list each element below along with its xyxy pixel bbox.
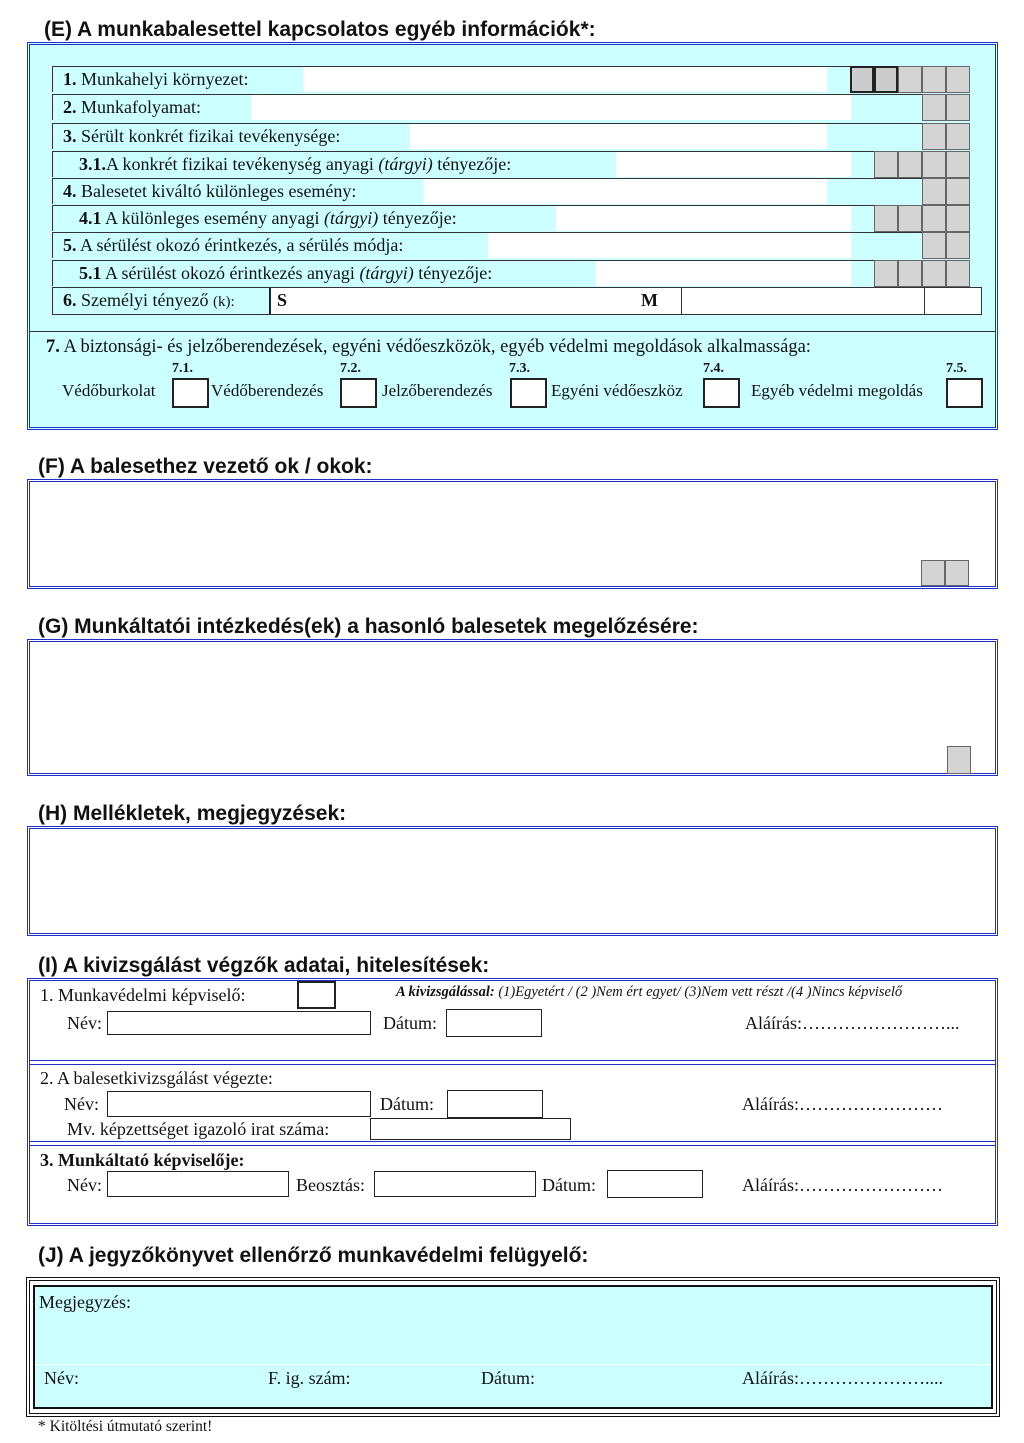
row-label: 2. Munkafolyamat: bbox=[53, 95, 251, 120]
code-cell[interactable] bbox=[947, 746, 971, 774]
row-label: 3. Sérült konkrét fizikai tevékenysége: bbox=[53, 124, 410, 149]
section-j-title: (J) A jegyzőkönyvet ellenőrző munkavédelmi felügyelő: bbox=[38, 1244, 589, 1267]
p2-nev-label: Név: bbox=[64, 1094, 99, 1114]
row-cyan-fill bbox=[827, 124, 923, 149]
checkbox-7-1[interactable] bbox=[172, 378, 209, 408]
p2-mv-field[interactable] bbox=[370, 1118, 571, 1140]
row-6-s-field[interactable] bbox=[269, 288, 564, 314]
section-j-box[interactable] bbox=[33, 1285, 993, 1409]
code-cell[interactable] bbox=[874, 205, 898, 232]
row-6-label: 6. Személyi tényező (k): bbox=[63, 290, 235, 310]
checkbox-7-2[interactable] bbox=[340, 378, 377, 408]
code-cell[interactable] bbox=[874, 260, 898, 287]
p3-nev-label: Név: bbox=[67, 1175, 102, 1195]
row-cyan-fill bbox=[827, 67, 851, 92]
code-cell[interactable] bbox=[898, 205, 922, 232]
row-4.1[interactable] bbox=[52, 205, 922, 231]
j-nev-label: Név: bbox=[44, 1368, 79, 1388]
p1-alairas: Aláírás:……………………... bbox=[745, 1013, 960, 1033]
p1-note: A kivizsgálással: (1)Egyetért / (2 )Nem ért egyet/ (3)Nem vett részt /(4 )Nincs képviselő bbox=[396, 984, 903, 1000]
p3-datum-label: Dátum: bbox=[542, 1175, 596, 1195]
code-cell[interactable] bbox=[946, 178, 970, 205]
p1-nev-field[interactable] bbox=[107, 1011, 371, 1035]
section-f-title: (F) A balesethez vezető ok / okok: bbox=[38, 455, 373, 478]
section-g-title: (G) Munkáltatói intézkedés(ek) a hasonló balesetek megelőzésére: bbox=[38, 615, 699, 638]
checkbox-7-5[interactable] bbox=[946, 378, 983, 408]
row-3.1[interactable] bbox=[52, 151, 922, 177]
row-cyan-fill bbox=[827, 179, 923, 204]
code-7-3: 7.3. bbox=[509, 361, 530, 376]
p2-datum-label: Dátum: bbox=[380, 1094, 434, 1114]
row-1[interactable] bbox=[52, 66, 922, 92]
p3-beosztas-field[interactable] bbox=[374, 1171, 536, 1197]
row-cyan-fill bbox=[851, 206, 875, 231]
row-cyan-fill bbox=[851, 152, 875, 177]
p1-code-box[interactable] bbox=[297, 981, 336, 1009]
row-label: 3.1.A konkrét fizikai tevékenység anyagi (tárgyi) tényezője: bbox=[53, 152, 616, 177]
code-cell[interactable] bbox=[922, 123, 946, 150]
row-6 bbox=[52, 287, 982, 315]
divider bbox=[30, 1060, 995, 1065]
row-6-gap bbox=[561, 288, 682, 314]
label-7-2: Védőberendezés bbox=[211, 381, 324, 400]
p3-datum-field[interactable] bbox=[607, 1170, 703, 1198]
code-cell[interactable] bbox=[946, 94, 970, 121]
m-label: M bbox=[641, 290, 658, 310]
row-cyan-fill bbox=[851, 261, 875, 286]
code-7-2: 7.2. bbox=[340, 361, 361, 376]
p1-datum-field[interactable] bbox=[446, 1009, 542, 1037]
j-alairas: Aláírás:………………….... bbox=[742, 1368, 943, 1388]
code-cell[interactable] bbox=[922, 232, 946, 259]
row-2[interactable] bbox=[52, 94, 922, 120]
row-cyan-fill bbox=[851, 95, 923, 120]
p1-datum-label: Dátum: bbox=[383, 1013, 437, 1033]
p2-alairas: Aláírás:…………………… bbox=[742, 1094, 943, 1114]
row-label: 4.1 A különleges esemény anyagi (tárgyi) tényezője: bbox=[53, 206, 556, 231]
label-7-5: Egyéb védelmi megoldás bbox=[751, 381, 923, 400]
row-4[interactable] bbox=[52, 178, 922, 204]
code-cell[interactable] bbox=[922, 151, 946, 178]
p3-alairas: Aláírás:…………………… bbox=[742, 1175, 943, 1195]
code-cell[interactable] bbox=[922, 205, 946, 232]
section-f-box[interactable] bbox=[27, 479, 998, 589]
checkbox-7-4[interactable] bbox=[703, 378, 740, 408]
code-cell[interactable] bbox=[874, 151, 898, 178]
code-cell[interactable] bbox=[946, 232, 970, 259]
p2-label: 2. A balesetkivizsgálást végezte: bbox=[40, 1068, 273, 1088]
section-i-title: (I) A kivizsgálást végzők adatai, hitelesítések: bbox=[38, 954, 490, 977]
code-cell[interactable] bbox=[922, 260, 946, 287]
code-cell[interactable] bbox=[898, 66, 922, 93]
code-7-1: 7.1. bbox=[172, 361, 193, 376]
divider bbox=[30, 1141, 995, 1146]
code-cell[interactable] bbox=[898, 151, 922, 178]
code-cell[interactable] bbox=[874, 66, 898, 93]
code-cell[interactable] bbox=[921, 560, 945, 586]
code-7-4: 7.4. bbox=[703, 361, 724, 376]
divider bbox=[30, 331, 995, 332]
code-7-5: 7.5. bbox=[946, 361, 967, 376]
label-7-4: Egyéni védőeszköz bbox=[551, 381, 683, 400]
row-label: 1. Munkahelyi környezet: bbox=[53, 67, 303, 92]
row-label: 5.1 A sérülést okozó érintkezés anyagi (tárgyi) tényezője: bbox=[53, 261, 596, 286]
section-g-box[interactable] bbox=[27, 639, 998, 776]
code-cell[interactable] bbox=[945, 560, 969, 586]
checkbox-7-3[interactable] bbox=[510, 378, 547, 408]
code-cell[interactable] bbox=[946, 66, 970, 93]
section-e-title: (E) A munkabalesettel kapcsolatos egyéb információk*: bbox=[44, 18, 596, 41]
code-cell[interactable] bbox=[898, 260, 922, 287]
row-7-label: 7. A biztonsági- és jelzőberendezések, egyéni védőeszközök, egyéb védelmi megoldások alkalmassága: bbox=[46, 337, 811, 357]
code-cell[interactable] bbox=[946, 260, 970, 287]
p3-beosztas-label: Beosztás: bbox=[296, 1175, 365, 1195]
row-3[interactable] bbox=[52, 123, 922, 149]
p3-nev-field[interactable] bbox=[107, 1171, 289, 1197]
footnote: * Kitöltési útmutató szerint! bbox=[38, 1418, 213, 1435]
j-datum-label: Dátum: bbox=[481, 1368, 535, 1388]
row-5.1[interactable] bbox=[52, 260, 922, 286]
code-cell[interactable] bbox=[922, 94, 946, 121]
code-cell[interactable] bbox=[946, 123, 970, 150]
j-fig-label: F. ig. szám: bbox=[268, 1368, 351, 1388]
divider bbox=[35, 1364, 991, 1365]
row-label: 4. Balesetet kiváltó különleges esemény: bbox=[53, 179, 423, 204]
label-7-1: Védőburkolat bbox=[62, 381, 156, 400]
p3-label: 3. Munkáltató képviselője: bbox=[40, 1150, 245, 1170]
p2-nev-field[interactable] bbox=[107, 1091, 371, 1117]
row-6-end bbox=[925, 288, 981, 314]
code-cell[interactable] bbox=[946, 205, 970, 232]
row-5[interactable] bbox=[52, 232, 922, 258]
label-7-3: Jelzőberendezés bbox=[382, 381, 493, 400]
s-label: S bbox=[277, 290, 288, 310]
section-h-box[interactable] bbox=[27, 826, 998, 936]
code-cell[interactable] bbox=[946, 151, 970, 178]
code-cell[interactable] bbox=[922, 178, 946, 205]
section-h-title: (H) Mellékletek, megjegyzések: bbox=[38, 802, 347, 825]
p2-datum-field[interactable] bbox=[447, 1090, 543, 1118]
row-6-m-field[interactable] bbox=[681, 288, 925, 314]
row-label: 5. A sérülést okozó érintkezés, a sérülés módja: bbox=[53, 233, 488, 258]
code-cell[interactable] bbox=[850, 66, 874, 93]
j-megjegyzes-label: Megjegyzés: bbox=[39, 1292, 131, 1312]
p2-mv-label: Mv. képzettséget igazoló irat száma: bbox=[67, 1119, 330, 1139]
code-cell[interactable] bbox=[922, 66, 946, 93]
p1-label: 1. Munkavédelmi képviselő: bbox=[40, 985, 246, 1005]
row-cyan-fill bbox=[851, 233, 923, 258]
p1-nev-label: Név: bbox=[67, 1013, 102, 1033]
